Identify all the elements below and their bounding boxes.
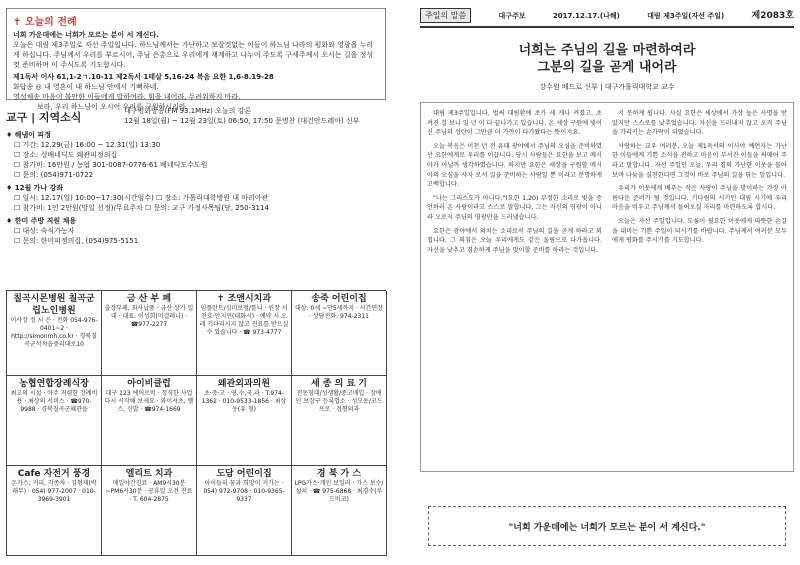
ad-cell [292,466,387,556]
ad-cell [102,291,197,376]
ad-cell [7,466,102,556]
ad-cell [292,376,387,466]
ad-body: LPG가스·개인 보일러 · 가스 보수/설치 · ☎ 975-6868 · 최경수(루드비코) [294,480,384,503]
event-heading: ♦ 해냄이 피정 [6,131,51,139]
ad-body: 전동침대/성생활/중고매입 · 장애인 보장구 등록업소 · 성모동/코드프로 · 정형외과 [295,390,383,413]
sermon-left-column [427,109,602,465]
ad-body: 임플란트/심미보철/틀니 · 원장 서진호·안지연(대화시) · 예약 시 오래 기다리시지 않고 진료를 받으실 수 있습니다 · ☎ 973-4777 [199,305,289,336]
ad-heading: ✝ 조앤시치과 [216,294,272,304]
ad-body: 매일야간진료 · AM9시30분~PM6시30분 · 공휴일 오전 진료 · T. 604-2875 [105,480,193,503]
sermon-paragraph: "나는 그리스도가 아니다."(요한 1,20) 부정한 소리로 빛을 증언하러 온 사람이라고 스스로 말합니다. 그는 자신의 영광이 아니라 오로지 주님의 영광만을 드러냈습니다. [427,194,602,221]
region-news [6,106,386,246]
event-line: ☐ 대상: 숙식가능자 [14,227,75,235]
sermon-body [420,102,794,472]
ad-cell [102,376,197,466]
event-line: ☐ 기간: 12.29(금) 16:00 ~ 12.31(일) 13:30 [14,141,161,149]
sermon-author: 강수원 베드로 신부 | 대구가톨릭대학교 교수 [539,83,675,91]
ad-body: 출장부페, 회사납품 · 금산 상가 일대 · 대표: 이성희(미걸레나) · ☎977-2277 [104,305,194,328]
event-line: ☐ 일시: 12.17(일) 10:00~17:30(시간엄수) ☐ 장소: 가톨릭대학병원 내 마리아관 [14,194,269,202]
event-heading: ♦ 한미 주방 직원 채용 [6,217,77,225]
ad-body: 최고의 시설 · 아주 저렴한 장례비용 · 최상의 서비스 · ☎970-9988 · 경북칠곡군왜관읍 [10,390,98,413]
sermon-paragraph: 대림 제3주일입니다. 벌써 대림환에 초가 세 개나 켜졌고, 초 켜진 걸 보니 일 년 이 다 끝나가고 있습니다. 온 세상 구원에 빛이신 주님의 성탄이 그만큼 더 가까이 다가왔다는 뜻이지요. [427,110,602,137]
ad-heading: 금 산 부 페 [126,294,172,304]
sermon-paragraph: 오늘은 자선 주일입니다. 도움이 필요한 이웃에게 따뜻한 손길을 내미는 기쁜 주일이 되시기를 바랍니다. 주님께서 여러분 모두에게 평화를 주시기를 기도합니다. [612,217,787,245]
ad-heading: 왜관외과의원 [217,379,271,389]
liturgy-prayer2: 보라, 우리 하느님이 오시어 우리를 구원하시리라. [37,103,188,111]
liturgy-antiphon: 너희 가운데에는 너희가 모르는 분이 서 계신다. [13,31,159,39]
ad-cell [7,376,102,466]
liturgy-prayer: 영성체송 마음이 불안한 이들에게 말하여라. 힘을 내어라, 두려워하지 마라. [13,93,241,101]
bulletin-date: 2017.12.17.(나해) [552,11,620,20]
event-line: ☐ 문의: (054)971-0722 [14,171,94,179]
sermon-title-line2: 그분의 길을 곧게 내어라 [537,60,677,75]
ad-cell [197,466,292,556]
event-line: ☐ 장소: 성베네딕도 왜관피정의집 [14,151,118,159]
ad-cell [7,291,102,376]
ad-heading: 칠곡시몬병원 칠곡군립노인병원 [13,294,95,316]
radio-line-2: 12월 18일(월) ~ 12월 23일(토) 06:50, 17:50 문병찬 (대건안드레아) 신부 [124,117,360,125]
event-heading: ♦ 12월 가나 강좌 [6,184,64,192]
liturgy-readings: 제1독서 이사 61,1-2ㄱ.10-11 제2독서 1테살 5,16-24 복음 요한 1,6-8.19-28 [13,73,274,81]
ad-body: 초·중·고 · 영,수,국,과 · T.974-1362 · 010-9533-1856 · 최상동(유 철) [201,390,287,413]
ad-heading: 아이비클럽 [127,379,171,389]
ad-heading: 도담 어린이집 [216,469,272,479]
bulletin-week: 대림 제3주일(자선 주일) [647,11,725,20]
sermon-paragraph: 오늘 복음은 이천 년 전 유대 광야에서 주님의 오심을 준비하였던 요한에게로 우리를 이끕니다. 당시 사람들은 요한을 보고 메시아가 아닐까 생각하였습니다. 하지만 요한은 세상을 구원할 메시아의 오심을 사자 로서 길을 준비하는 사람일 뿐 이라고 분명하게 고백합니다. [427,142,602,189]
event-line: ☐ 참가비: 16만원 / 농협 301-0087-0776-61 베네딕도수도원 [14,161,208,169]
ad-body: 돈가스, 커피, 각종차 · 김형재(박래무) · 054) 977-2007 · 010-3969-3901 [11,480,97,503]
ad-body: 이사장 정 시 은 · 전화 054-976-0401~2 · http://simonmh.co.kr · 경북칠곡군석적읍중리대로10 [10,317,98,348]
ad-heading: 농협연합장례식장 [19,379,89,389]
ad-heading: 경 북 가 스 [316,469,362,479]
ad-heading: 세 종 의 료 기 [310,379,367,389]
ad-cell [102,466,197,556]
event-list [6,130,386,246]
bulletin-issue: 제2083호 [751,10,794,21]
quote-box: "너희 가운데에는 너희가 모르는 분이 서 계신다." [428,506,786,546]
ad-body: 대구 123 에어로빅 · 정직한 사업 다시 시작해 보세요 · 와이셔츠, 헬스, 신발 · ☎974-1669 [104,390,194,413]
ad-cell [197,291,292,376]
bulletin-header [420,8,794,28]
ad-heading: 송죽 어린이집 [311,294,367,304]
liturgy-intro: 오늘은 대림 제3주일로 자선 주일입니다. 하느님께서는 가난하고 보잘것없는 이들이 하느님 나라의 평화와 영광을 누리게 하십니다. 주님께서 우리를 부르시어, 주님 은총으로 우리에게 재계하고 나누어 주도록 구세주께서 오시는 길을 정성껏 준비하며 이 주식도록 기도합시다. [13,41,374,69]
ad-heading: 엘리트 치과 [125,469,173,479]
left-page [6,8,386,558]
sermon-paragraph: 요한은 광야에서 외치는 소리로서 주님의 길을 곧게 하라고 외칩니다. 그 외침은 오늘 우리에게도 같은 울림으로 다가옵니다. 자신을 낮추고 겸손하게 주님을 맞이할 준비를 하라는 것입니다. [427,227,602,254]
sermon-page [420,8,794,558]
bulletin-name: 대구주보 [498,11,526,20]
sermon-paragraph: 지 못하게 됩니다. 사실 요한은 세상에서 가장 높은 사명을 받았지만 스스로를 낮추었습니다. 자신을 드러내지 않고 오직 주님을 가리키는 손가락이 되었습니다. [612,110,787,137]
radio-line: 대구평화방송(FM 93.1MHz) 오늘의 강론 [124,107,252,115]
ad-grid [6,290,386,556]
region-title: 교구 | 지역소식 [6,111,82,124]
liturgy-verse: 화답송 ◎ 내 영혼이 내 하느님 안에서 기뻐하네. [13,83,159,91]
event-line: ☐ 문의: 한미피정의집, (054)975-5151 [14,237,139,245]
ads-section [6,290,386,558]
sermon-right-column [612,109,787,465]
section-tag: 주일의 말씀 [420,8,471,23]
ad-cell [292,291,387,376]
sermon-paragraph: 우리가 이웃에게 베푸는 작은 사랑이 주님을 맞이하는 가장 아름다운 준비가 될 것입니다. 기다림의 시기인 대림 시기에 우리 마음을 비우고 주님께서 들어오실 자리를 마련하도록 합시다. [612,185,787,212]
ad-body: 대상: 0세 ~만5세까지 · 시간연장 · 상담전화: 974-2311 [295,305,383,320]
sermon-title [420,42,794,76]
liturgy-title: ✝ 오늘의 전례 [13,17,77,28]
ad-body: 아이들의 꿈과 희망이 커가는 · 054) 972-9708 · 010-9365-9337 [203,480,285,503]
ad-heading: Cafe 자전거 풍경 [17,469,91,479]
sermon-paragraph: 사랑하는 교우 여러분, 오늘 제1독서의 이사야 예언자는 가난한 이들에게 기쁜 소식을 전하고 마음이 부서진 이들을 싸매어 주라고 말합니다. 자선 주일인 오늘, 우리 곁의 가난한 이웃을 돌아보며 나눔을 실천한다면 그것이 바로 주님의 길을 닦는 일입니다. [612,142,787,179]
ad-cell [197,376,292,466]
event-line: ☐ 참가비: 1인 2만원(망일 선정)/무료주차 ☐ 문의: 교구 가정사목팀(당, 250-3114 [14,204,269,212]
sermon-title-line1: 너희는 주님의 길을 마련하여라 [518,43,696,58]
